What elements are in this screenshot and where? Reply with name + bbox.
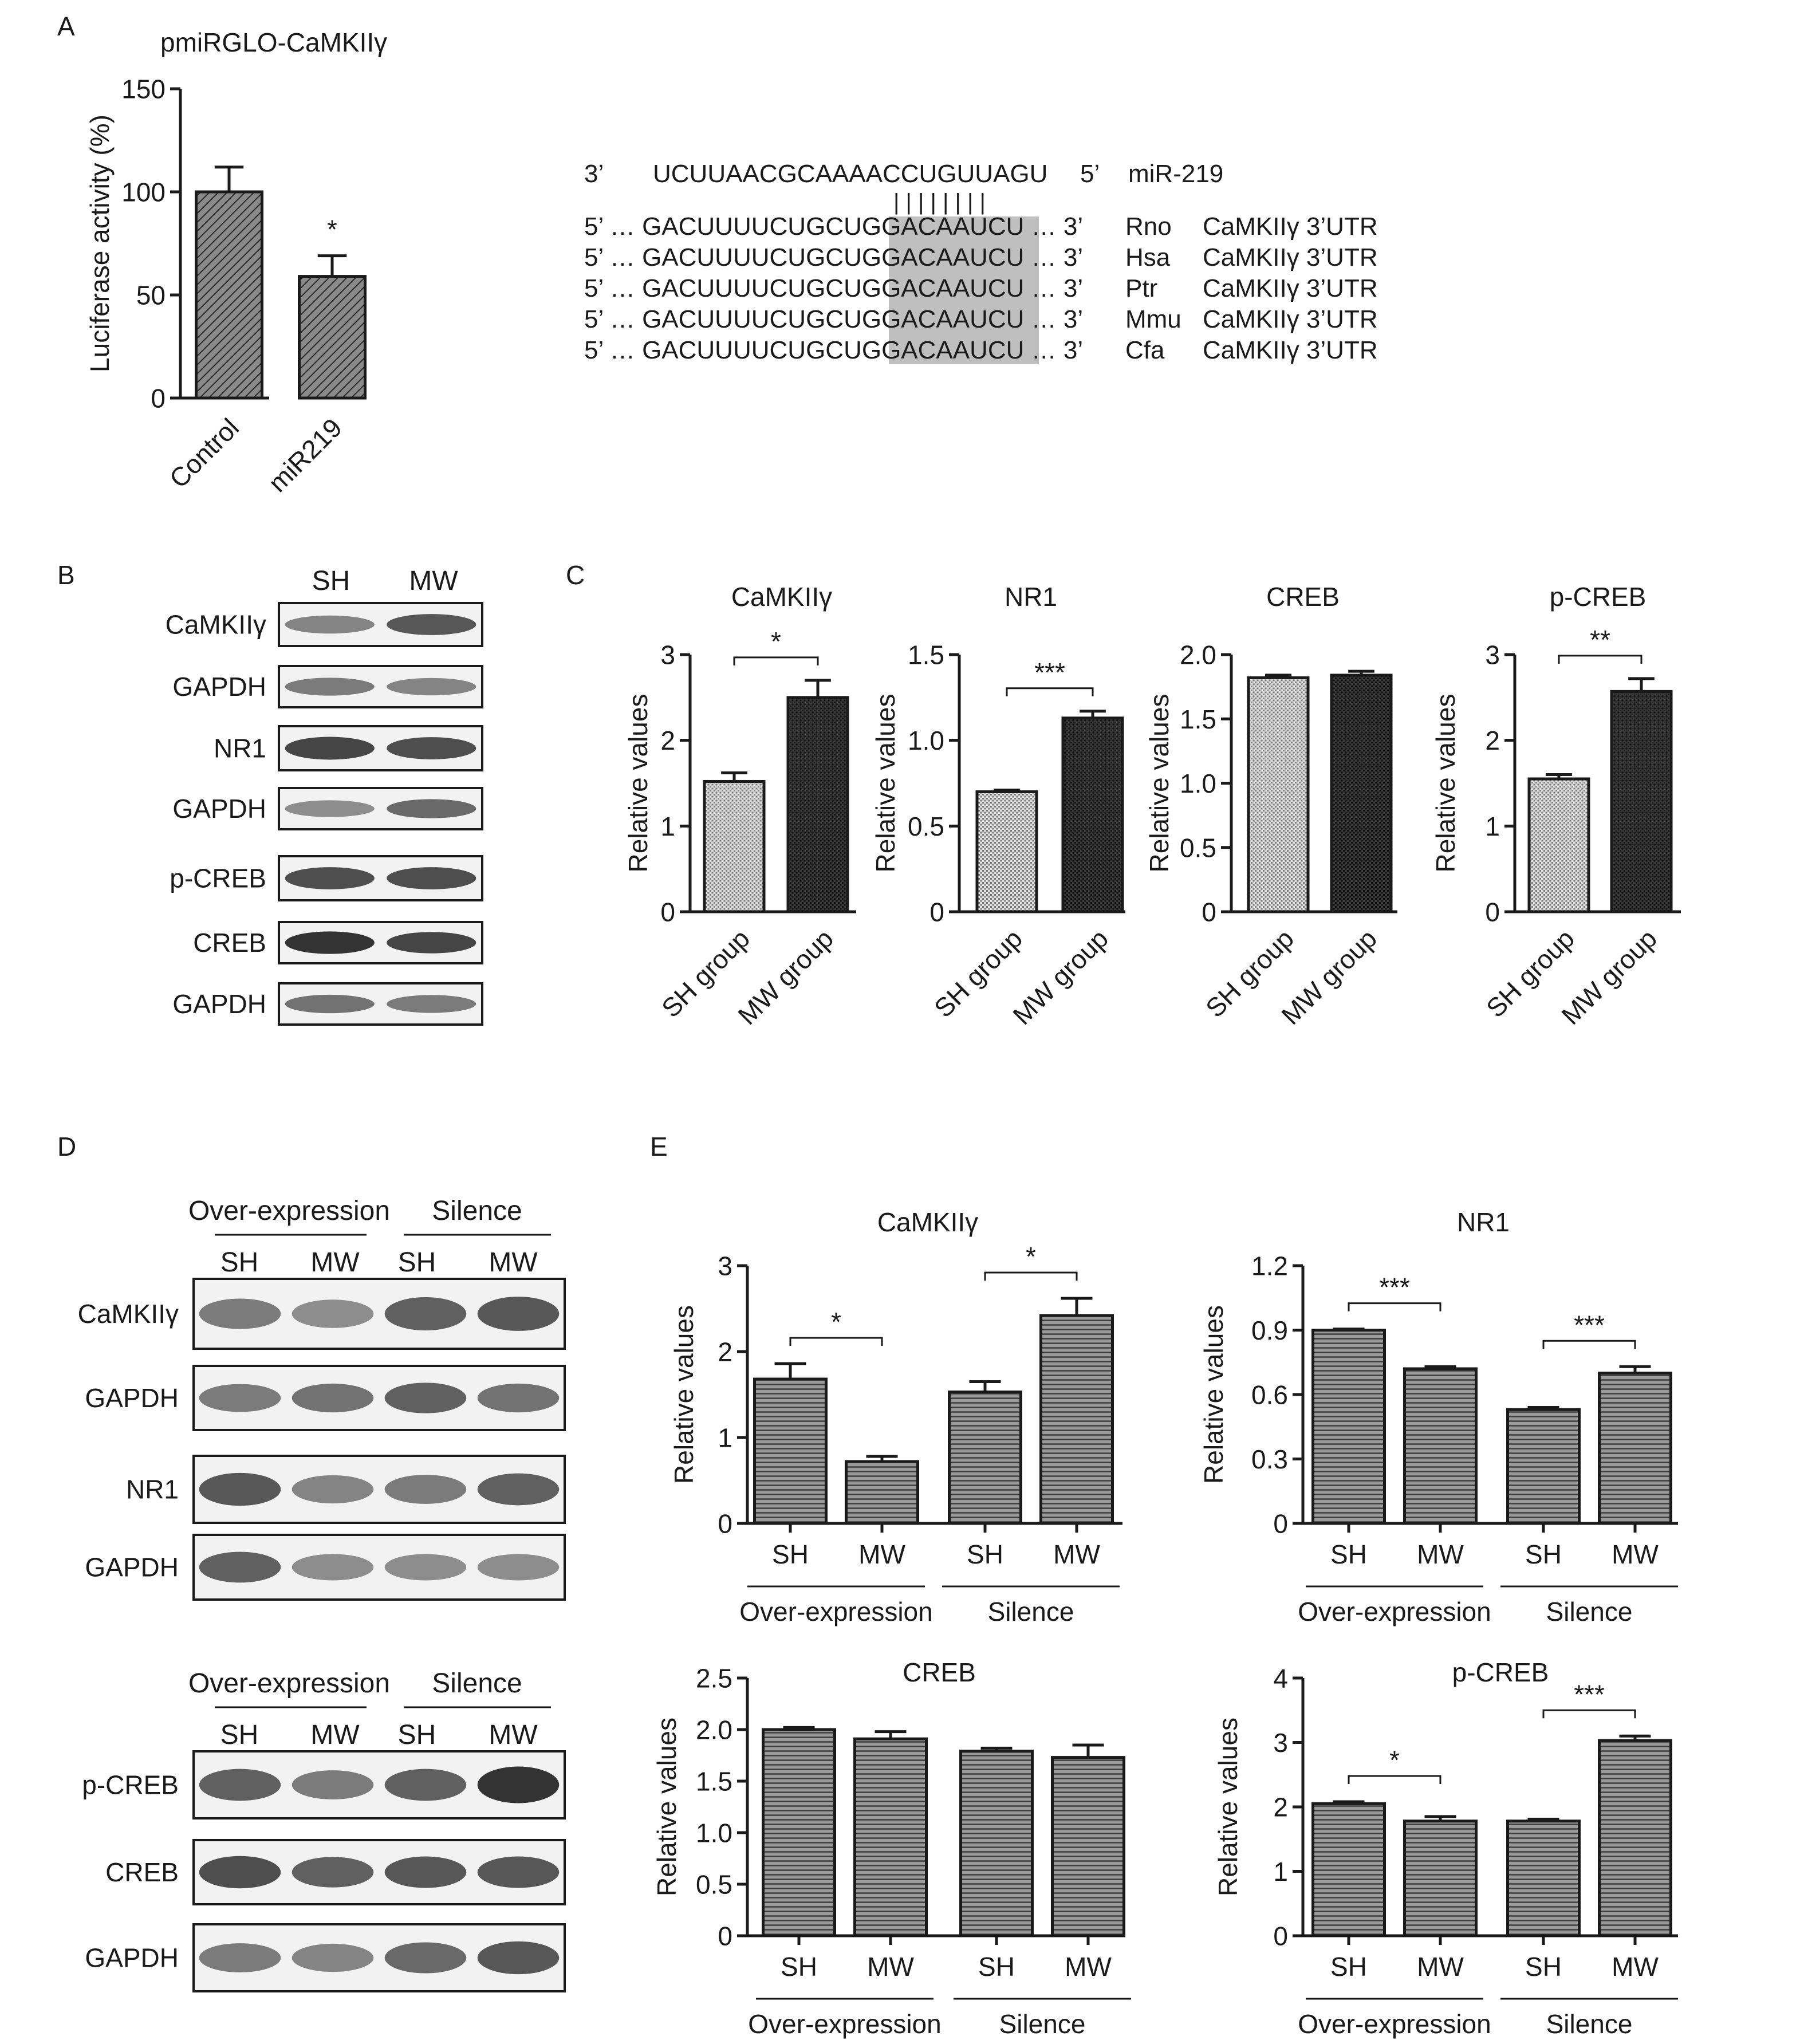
y-tick-label: 0.6: [1251, 1380, 1288, 1410]
lane-label: SH: [220, 1720, 259, 1750]
chart-title: NR1: [1004, 582, 1058, 612]
blot-band: [387, 737, 476, 759]
panel-b-letter: B: [57, 560, 75, 590]
group-label: Silence: [987, 1597, 1074, 1626]
significance-star: *: [1389, 1745, 1400, 1775]
chart-e-creb: [652, 1657, 1131, 2039]
y-tick-label: 0: [151, 383, 166, 413]
blot-strip: [194, 1535, 565, 1600]
blot-label: CREB: [193, 928, 266, 958]
chart-title: CREB: [903, 1657, 976, 1687]
x-tick-label: MW group: [732, 923, 840, 1031]
y-tick-label: 1.5: [696, 1766, 732, 1797]
blot-strip: [279, 922, 482, 963]
blot-band: [478, 1857, 560, 1888]
alignment-row: [584, 243, 1378, 271]
bar: [755, 1379, 826, 1523]
y-tick-label: 0.5: [908, 811, 944, 841]
bar: [1313, 1803, 1385, 1936]
panel-c-letter: C: [566, 560, 585, 590]
lane-label: MW: [310, 1720, 360, 1750]
chart-e-nr1: [1199, 1207, 1678, 1626]
y-tick-label: 150: [121, 74, 166, 104]
y-tick-label: 1: [1273, 1857, 1288, 1887]
row-prefix: GACUUUUCUGCUG: [642, 305, 882, 333]
blot-band: [285, 800, 375, 817]
blot-band: [285, 616, 375, 634]
row-seed: GACAAUCU: [881, 212, 1025, 241]
blot-strip: [194, 1840, 565, 1904]
blot-strip: [279, 726, 482, 770]
row-3prime: … 3’: [1024, 274, 1084, 302]
bar: [1529, 779, 1589, 912]
y-axis-label: Relative values: [1144, 694, 1174, 873]
group-label: Silence: [1546, 2009, 1633, 2039]
row-5prime: 5’ …: [584, 274, 643, 302]
blot-label: GAPDH: [85, 1943, 179, 1973]
lane-label: SH: [312, 566, 350, 596]
group-label: Silence: [999, 2009, 1086, 2039]
row-species: Hsa: [1125, 243, 1171, 271]
y-tick-label: 1: [660, 811, 675, 841]
bar: [704, 782, 764, 912]
blot-band: [292, 1299, 374, 1328]
blot-label: GAPDH: [172, 989, 266, 1019]
blot-label: NR1: [125, 1474, 179, 1505]
x-tick-label: MW: [1065, 1952, 1112, 1982]
y-tick-label: 1.5: [1180, 704, 1216, 734]
blot-label: GAPDH: [172, 672, 266, 702]
lane-label: SH: [220, 1247, 259, 1278]
significance-star: ***: [1574, 1679, 1605, 1710]
y-tick-label: 3: [1485, 640, 1500, 670]
panel-e-letter: E: [650, 1132, 668, 1161]
significance-bracket: [1559, 656, 1641, 664]
chart-e-pcreb: [1213, 1657, 1678, 2039]
chart-c-creb: [1144, 582, 1397, 1030]
significance-bracket: [1543, 1710, 1635, 1718]
y-tick-label: 1.2: [1251, 1251, 1288, 1281]
y-tick-label: 0.5: [696, 1869, 732, 1900]
pairing-marks: | | | | | | | |: [893, 190, 986, 215]
blot-strip: [279, 983, 482, 1025]
chart-title: p-CREB: [1452, 1657, 1549, 1687]
blot-band: [478, 1941, 560, 1974]
group-label: Silence: [432, 1196, 522, 1226]
significance-star: **: [1590, 624, 1610, 655]
y-tick-label: 1.0: [696, 1818, 732, 1848]
bar: [196, 192, 262, 398]
x-tick-label: SH group: [1199, 923, 1300, 1023]
blot-strip: [279, 856, 482, 900]
y-axis-label: Relative values: [1199, 1305, 1228, 1484]
panel-a-title: pmiRGLO-CaMKIIγ: [160, 27, 388, 57]
blot-band: [385, 1297, 467, 1330]
row-species: Mmu: [1125, 305, 1181, 333]
blot-band: [387, 932, 476, 953]
row-species: Rno: [1125, 212, 1172, 241]
bar: [1508, 1821, 1580, 1936]
y-axis-label: Relative values: [669, 1305, 699, 1484]
group-label: Over-expression: [188, 1196, 391, 1226]
row-3prime: … 3’: [1024, 336, 1084, 364]
y-tick-label: 3: [660, 640, 675, 670]
row-prefix: GACUUUUCUGCUG: [642, 212, 882, 241]
significance-star: ***: [1034, 657, 1065, 687]
row-gene: CaMKIIγ 3’UTR: [1203, 336, 1378, 364]
y-tick-label: 1.0: [1180, 769, 1216, 799]
significance-star: ***: [1574, 1310, 1605, 1340]
y-tick-label: 0.5: [1180, 833, 1216, 863]
row-5prime: 5’ …: [584, 243, 643, 271]
row-seed: GACAAUCU: [881, 305, 1025, 333]
y-tick-label: 2.5: [696, 1663, 732, 1694]
lane-label: MW: [310, 1247, 360, 1278]
blot-band: [199, 1943, 281, 1972]
x-tick-label: SH group: [928, 923, 1029, 1023]
blot-band: [285, 931, 375, 954]
bar: [855, 1739, 927, 1936]
lane-label: SH: [397, 1720, 436, 1750]
significance-bracket: [985, 1273, 1077, 1281]
blot-band: [292, 1384, 374, 1412]
row-5prime: 5’ …: [584, 212, 643, 241]
x-tick-label: SH: [967, 1539, 1003, 1569]
row-5prime: 5’ …: [584, 336, 643, 364]
mir219-alignment: [584, 160, 1378, 364]
row-gene: CaMKIIγ 3’UTR: [1203, 243, 1378, 271]
alignment-row-text: [584, 274, 1083, 302]
x-tick-label: MW group: [1555, 923, 1663, 1031]
blot-strip: [279, 603, 482, 646]
row-species: Cfa: [1125, 336, 1165, 364]
alignment-row-text: [584, 243, 1083, 271]
x-tick-label: MW: [1417, 1952, 1464, 1982]
bar: [1248, 678, 1308, 912]
x-tick-label: SH: [1330, 1952, 1367, 1982]
blot-band: [199, 1384, 281, 1412]
x-tick-label: SH: [1330, 1539, 1367, 1569]
blot-label: GAPDH: [172, 794, 266, 824]
blot-label: GAPDH: [85, 1383, 179, 1413]
group-label: Silence: [1546, 1597, 1633, 1626]
blot-band: [385, 1554, 467, 1581]
bar: [1313, 1330, 1385, 1524]
bar: [788, 698, 848, 912]
bar: [950, 1392, 1021, 1524]
y-tick-label: 1.0: [908, 726, 944, 756]
blot-label: CREB: [105, 1857, 179, 1887]
blot-label: CaMKIIγ: [77, 1299, 179, 1329]
alignment-row-text: [584, 212, 1083, 241]
row-gene: CaMKIIγ 3’UTR: [1203, 212, 1378, 241]
x-tick-label: MW: [1053, 1539, 1100, 1569]
significance-star: ***: [1379, 1272, 1410, 1302]
significance-bracket: [734, 657, 818, 665]
blot-band: [199, 1552, 281, 1583]
chart-e-camkii: [669, 1207, 1122, 1626]
row-species: Ptr: [1125, 274, 1158, 302]
y-tick-label: 0.3: [1251, 1444, 1288, 1475]
bar: [1053, 1758, 1124, 1936]
blot-band: [385, 1769, 467, 1801]
y-tick-label: 0: [929, 897, 944, 927]
blot-band: [478, 1474, 560, 1506]
y-tick-label: 2.0: [696, 1715, 732, 1745]
chart-title: NR1: [1456, 1207, 1510, 1237]
y-tick-label: 50: [136, 280, 166, 310]
row-3prime: … 3’: [1024, 212, 1084, 241]
row-seed: GACAAUCU: [881, 274, 1025, 302]
y-tick-label: 2: [660, 726, 675, 756]
chart-c-camkii: [623, 582, 856, 1030]
bar: [763, 1730, 835, 1936]
blot-band: [292, 1944, 374, 1972]
panel-d-blots-bottom: [82, 1668, 565, 1991]
lane-label: MW: [489, 1720, 538, 1750]
blot-label: p-CREB: [170, 863, 266, 893]
blot-band: [478, 1767, 560, 1803]
blot-band: [385, 1383, 467, 1413]
x-tick-label: MW: [867, 1952, 914, 1982]
row-prefix: GACUUUUCUGCUG: [642, 243, 882, 271]
y-tick-label: 0: [1273, 1509, 1288, 1539]
x-tick-label: SH group: [1480, 923, 1581, 1023]
chart-title: p-CREB: [1549, 582, 1647, 612]
blot-band: [285, 867, 375, 889]
x-tick-label: Control: [163, 412, 245, 494]
y-tick-label: 2: [718, 1337, 732, 1367]
row-5prime: 5’ …: [584, 305, 643, 333]
y-tick-label: 0: [660, 897, 675, 927]
blot-strip: [279, 788, 482, 829]
panel-b-western-blots: [166, 566, 482, 1025]
x-tick-label: SH group: [655, 923, 756, 1023]
bar: [961, 1751, 1033, 1936]
chart-title: CaMKIIγ: [877, 1207, 979, 1237]
bar: [1612, 691, 1671, 912]
x-tick-label: SH: [781, 1952, 817, 1982]
row-seed: GACAAUCU: [881, 243, 1025, 271]
alignment-row: [584, 305, 1378, 333]
blot-band: [292, 1475, 374, 1503]
blot-label: NR1: [213, 733, 266, 763]
x-tick-label: MW: [1417, 1539, 1464, 1569]
row-gene: CaMKIIγ 3’UTR: [1203, 274, 1378, 302]
blot-strip: [194, 1924, 565, 1991]
blot-band: [385, 1857, 467, 1888]
chart-c-nr1: [871, 582, 1125, 1030]
group-label: Over-expression: [1298, 2009, 1491, 2039]
chart-a-luciferase: [85, 74, 367, 498]
x-tick-label: MW group: [1007, 923, 1114, 1031]
row-prefix: GACUUUUCUGCUG: [642, 274, 882, 302]
panel-a-letter: A: [57, 11, 75, 41]
bar: [1600, 1740, 1671, 1936]
significance-bracket: [1349, 1776, 1440, 1784]
bar: [1508, 1409, 1580, 1523]
bar: [1600, 1373, 1671, 1524]
blot-band: [478, 1384, 560, 1412]
bar: [1041, 1316, 1113, 1523]
panel-d-letter: D: [57, 1132, 77, 1161]
x-tick-label: MW group: [1275, 923, 1383, 1031]
row-3prime: … 3’: [1024, 305, 1084, 333]
mirna-right-end: 5’: [1080, 160, 1100, 188]
row-gene: CaMKIIγ 3’UTR: [1203, 305, 1378, 333]
y-tick-label: 1: [718, 1423, 732, 1453]
y-axis-label: Relative values: [871, 694, 900, 873]
significance-bracket: [790, 1338, 882, 1346]
blot-band: [285, 737, 375, 760]
blot-label: p-CREB: [82, 1770, 179, 1800]
y-tick-label: 2: [1273, 1792, 1288, 1822]
significance-star: *: [771, 626, 781, 656]
blot-band: [478, 1297, 560, 1331]
blot-band: [199, 1856, 281, 1888]
blot-band: [387, 678, 476, 695]
blot-band: [385, 1475, 467, 1504]
bar: [977, 791, 1037, 912]
significance-star: *: [831, 1307, 841, 1337]
bar: [846, 1462, 918, 1523]
significance-star: *: [327, 214, 337, 245]
x-tick-label: miR219: [262, 412, 348, 498]
blot-band: [199, 1769, 281, 1801]
x-tick-label: SH: [1525, 1539, 1562, 1569]
x-tick-label: SH: [772, 1539, 809, 1569]
alignment-row-text: [584, 336, 1083, 364]
y-tick-label: 0.9: [1251, 1316, 1288, 1346]
y-axis-label: Luciferase activity (%): [85, 115, 115, 372]
y-tick-label: 2.0: [1180, 640, 1216, 670]
bar: [1405, 1821, 1476, 1936]
panel-d-blots-top: [78, 1196, 565, 1600]
y-tick-label: 3: [718, 1251, 732, 1281]
group-label: Silence: [432, 1668, 522, 1699]
alignment-row: [584, 336, 1378, 364]
y-axis-label: Relative values: [1431, 694, 1460, 873]
chart-title: CaMKIIγ: [731, 582, 833, 612]
chart-c-pcreb: [1431, 582, 1681, 1030]
row-prefix: GACUUUUCUGCUG: [642, 336, 882, 364]
chart-title: CREB: [1266, 582, 1340, 612]
bar: [300, 277, 365, 398]
bar: [1332, 675, 1391, 912]
y-tick-label: 2: [1485, 726, 1500, 756]
lane-label: MW: [409, 566, 458, 596]
x-tick-label: MW: [1612, 1952, 1659, 1982]
blot-band: [387, 867, 476, 889]
group-label: Over-expression: [1298, 1597, 1491, 1626]
blot-band: [285, 995, 375, 1013]
significance-bracket: [1007, 688, 1093, 696]
blot-band: [478, 1554, 560, 1581]
blot-band: [385, 1942, 467, 1973]
mirna-name: miR-219: [1128, 160, 1224, 188]
significance-bracket: [1349, 1303, 1440, 1312]
alignment-rows: [584, 212, 1378, 364]
x-tick-label: MW: [858, 1539, 905, 1569]
group-label: Over-expression: [748, 2009, 942, 2039]
blot-label: GAPDH: [85, 1552, 179, 1582]
y-tick-label: 0: [1485, 897, 1500, 927]
alignment-row-text: [584, 305, 1083, 333]
x-tick-label: SH: [978, 1952, 1015, 1982]
bar: [1405, 1369, 1476, 1523]
alignment-row: [584, 274, 1378, 302]
blot-band: [387, 614, 476, 635]
y-axis-label: Relative values: [652, 1718, 682, 1896]
blot-label: CaMKIIγ: [165, 609, 266, 640]
mirna-left-end: 3’: [584, 160, 604, 188]
blot-band: [199, 1473, 281, 1506]
y-tick-label: 1: [1485, 811, 1500, 841]
group-label: Over-expression: [739, 1597, 933, 1626]
blot-strip: [194, 1456, 565, 1523]
blot-strip: [194, 1751, 565, 1818]
blot-band: [292, 1857, 374, 1887]
lane-label: MW: [489, 1247, 538, 1278]
y-tick-label: 0: [718, 1921, 732, 1951]
x-tick-label: SH: [1525, 1952, 1562, 1982]
lane-label: SH: [397, 1247, 436, 1278]
row-3prime: … 3’: [1024, 243, 1084, 271]
blot-strip: [279, 666, 482, 707]
row-seed: GACAAUCU: [881, 336, 1025, 364]
mirna-sequence: UCUUAACGCAAAACCUGUUAGU: [653, 160, 1048, 188]
blot-band: [199, 1299, 281, 1329]
y-tick-label: 4: [1273, 1663, 1288, 1694]
y-axis-label: Relative values: [623, 694, 653, 873]
y-tick-label: 3: [1273, 1728, 1288, 1758]
group-label: Over-expression: [188, 1668, 391, 1699]
y-tick-label: 0: [718, 1509, 732, 1539]
blot-band: [285, 678, 375, 695]
y-axis-label: Relative values: [1213, 1718, 1243, 1896]
significance-star: *: [1026, 1242, 1036, 1271]
y-tick-label: 0: [1202, 897, 1216, 927]
y-tick-label: 0: [1273, 1921, 1288, 1951]
blot-band: [387, 995, 476, 1013]
y-tick-label: 100: [121, 177, 166, 207]
y-tick-label: 1.5: [908, 640, 944, 670]
alignment-row: [584, 212, 1378, 241]
significance-bracket: [1543, 1341, 1635, 1349]
blot-band: [387, 799, 476, 818]
bar: [1063, 718, 1122, 912]
x-tick-label: MW: [1612, 1539, 1659, 1569]
blot-band: [292, 1554, 374, 1581]
blot-strip: [194, 1279, 565, 1349]
blot-band: [292, 1770, 374, 1799]
blot-strip: [194, 1366, 565, 1430]
